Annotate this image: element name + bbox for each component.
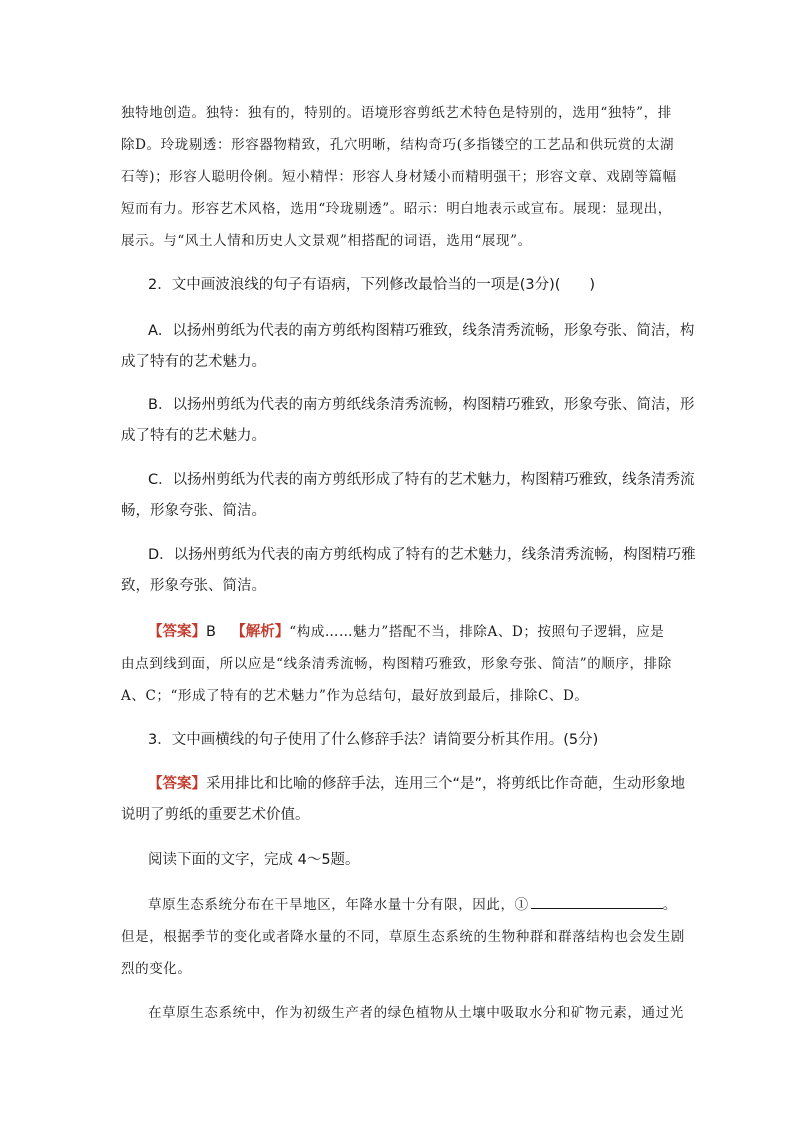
question-3-stem: 3．文中画横线的句子使用了什么修辞手法？请简要分析其作用。(5分) [148,732,599,748]
q3-answer-line [148,772,685,793]
option-a-line-2: 成了特有的艺术魅力。 [121,354,266,370]
option-b-line-1: B．以扬州剪纸为代表的南方剪纸线条清秀流畅，构图精巧雅致，形象夸张、简洁，形 [148,397,695,413]
question-2-stem: 2．文中画波浪线的句子有语病，下列修改最恰当的一项是(3分)( ) [148,277,596,293]
option-b-line-2: 成了特有的艺术魅力。 [121,428,266,444]
option-d-line-1: D．以扬州剪纸为代表的南方剪纸构成了特有的艺术魅力，线条清秀流畅，构图精巧雅 [148,547,696,563]
passage-line [148,893,677,913]
option-d-line-2: 致，形象夸张、简洁。 [121,578,266,594]
answer-line: 说明了剪纸的重要艺术价值。 [121,807,310,823]
explanation-line: 除D。玲珑剔透：形容器物精致，孔穴明晰，结构奇巧(多指镂空的工艺品和供玩赏的太湖 [121,137,675,153]
analysis-tag: 【解析】 [231,624,290,640]
passage-line: 烈的变化。 [121,961,192,977]
reading-intro: 阅读下面的文字，完成 4～5题。 [148,852,360,868]
answer-text: 采用排比和比喻的修辞手法，连用三个“是”，将剪纸比作奇葩，生动形象地 [206,776,686,792]
analysis-line: A、C；“形成了特有的艺术魅力”作为总结句，最好放到最后，排除C、D。 [121,688,589,704]
option-c-line-1: C．以扬州剪纸为代表的南方剪纸形成了特有的艺术魅力，构图精巧雅致，线条清秀流 [148,472,695,488]
answer-value: B [206,624,216,640]
fill-blank [531,896,663,909]
explanation-line: 独特地创造。独特：独有的，特别的。语境形容剪纸艺术特色是特别的，选用“独特”，排 [121,105,672,121]
option-a-line-1: A．以扬州剪纸为代表的南方剪纸构图精巧雅致，线条清秀流畅，形象夸张、简洁，构 [148,323,695,339]
explanation-line: 石等)；形容人聪明伶俐。短小精悍：形容人身材矮小而精明强干；形容文章、戏剧等篇幅 [121,169,677,185]
explanation-line: 短而有力。形容艺术风格，选用“玲珑剔透”。昭示：明白地表示或宣布。展现：显现出， [121,201,672,217]
answer-tag: 【答案】 [148,776,206,792]
q2-answer-line [148,620,664,641]
passage-text: 草原生态系统分布在干旱地区，年降水量十分有限，因此，① [148,897,529,913]
answer-tag: 【答案】 [148,624,206,640]
passage-line: 但是，根据季节的变化或者降水量的不同，草原生态系统的生物种群和群落结构也会发生剧 [121,929,685,945]
option-c-line-2: 畅，形象夸张、简洁。 [121,503,266,519]
passage-period: 。 [662,897,677,913]
analysis-line: 由点到线到面，所以应是“线条清秀流畅，构图精巧雅致，形象夸张、简洁”的顺序，排除 [121,656,672,672]
analysis-text: “构成……魅力”搭配不当，排除A、D；按照句子逻辑，应是 [289,624,665,640]
explanation-line: 展示。与“风土人情和历史人文景观”相搭配的词语，选用“展现”。 [121,233,532,249]
passage-line: 在草原生态系统中，作为初级生产者的绿色植物从土壤中吸取水分和矿物元素，通过光 [148,1005,684,1021]
